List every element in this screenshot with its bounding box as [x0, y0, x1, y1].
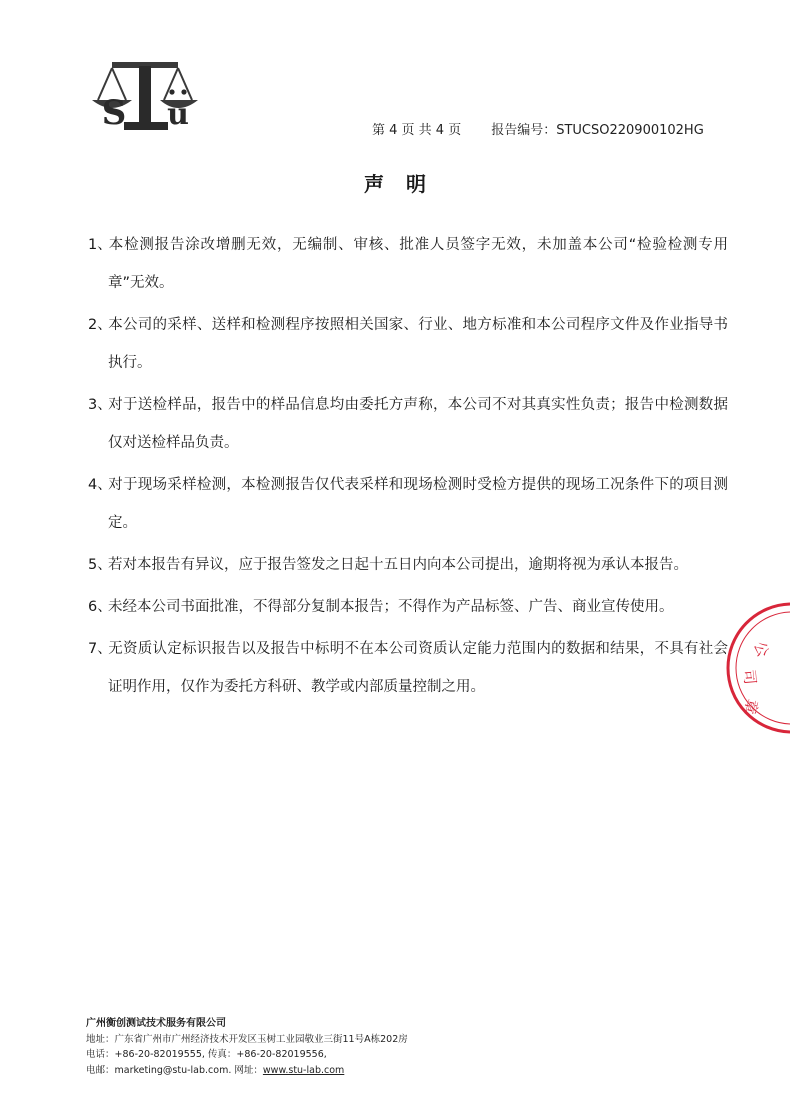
company-seal-stamp	[706, 598, 790, 738]
footer-address-line	[86, 1032, 726, 1048]
statement-text: 无资质认定标识报告以及报告中标明不在本公司资质认定能力范围内的数据和结果，不具有社会证明作用，仅作为委托方科研、教学或内部质量控制之用。	[108, 641, 728, 695]
website-label: . 网址：	[228, 1064, 263, 1076]
statement-number: 4、	[88, 477, 112, 493]
statement-text: 对于现场采样检测，本检测报告仅代表采样和现场检测时受检方提供的现场工况条件下的项目测定。	[108, 477, 728, 531]
statement-number: 7、	[88, 641, 112, 657]
svg-text:章: 章	[740, 696, 762, 717]
statement-item	[88, 588, 728, 626]
page-title: 声明	[364, 172, 448, 196]
statement-item	[88, 386, 728, 462]
statement-item	[88, 226, 728, 302]
statement-item	[88, 306, 728, 382]
svg-text:司: 司	[740, 668, 760, 686]
svg-text:u: u	[167, 97, 189, 132]
statement-text: 本检测报告涂改增删无效，无编制、审核、批准人员签字无效，未加盖本公司“检验检测专用章”无效。	[108, 237, 728, 291]
statement-number: 3、	[88, 397, 112, 413]
statement-item	[88, 630, 728, 706]
page-info: 第 4 页 共 4 页	[372, 123, 462, 138]
company-logo	[84, 56, 208, 134]
phone-text: +86-20-82019555, 传真：+86-20-82019556,	[114, 1049, 327, 1060]
statement-number: 6、	[88, 599, 112, 615]
email-text: marketing@stu-lab.com	[114, 1064, 229, 1076]
address-label: 地址：	[86, 1033, 115, 1045]
statement-list	[88, 226, 728, 710]
website-link[interactable]: www.stu-lab.com	[262, 1064, 345, 1076]
header-info	[372, 119, 752, 138]
statement-text: 本公司的采样、送样和检测程序按照相关国家、行业、地方标准和本公司程序文件及作业指导书执行。	[108, 317, 728, 371]
statement-item	[88, 466, 728, 542]
footer-email-line	[86, 1063, 726, 1079]
svg-text:公: 公	[750, 639, 773, 660]
report-number: 报告编号：STUCSO220900102HG	[491, 123, 704, 138]
statement-text: 若对本报告有异议，应于报告签发之日起十五日内向本公司提出，逾期将视为承认本报告。	[108, 557, 688, 573]
svg-text:S: S	[101, 93, 127, 133]
statement-item	[88, 546, 728, 584]
statement-number: 2、	[88, 317, 112, 333]
footer-phone-line	[86, 1047, 726, 1063]
statement-number: 5、	[88, 557, 112, 573]
footer-company-name: 广州衡创测试技术服务有限公司	[86, 1018, 226, 1029]
email-label: 电邮：	[86, 1064, 115, 1076]
statement-text: 对于送检样品，报告中的样品信息均由委托方声称，本公司不对其真实性负责；报告中检测数据仅对送检样品负责。	[108, 397, 728, 451]
phone-label: 电话：	[86, 1049, 115, 1060]
footer-contact	[86, 1016, 726, 1078]
address-text: 广东省广州市广州经济技术开发区玉树工业园敬业三街11号A栋202房	[114, 1033, 408, 1045]
statement-text: 未经本公司书面批准，不得部分复制本报告；不得作为产品标签、广告、商业宣传使用。	[108, 599, 674, 615]
statement-number: 1、	[88, 237, 112, 253]
